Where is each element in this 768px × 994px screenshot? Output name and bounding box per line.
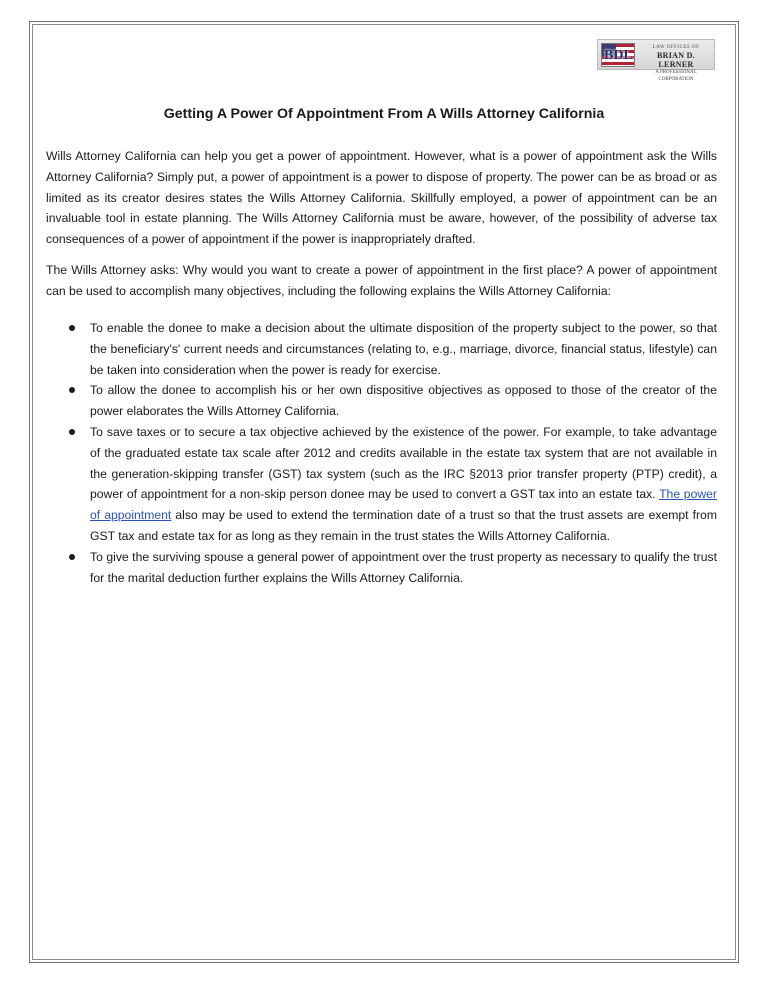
logo-monogram: BDL (604, 48, 633, 63)
bullet-icon (69, 325, 75, 331)
bullet-icon (69, 554, 75, 560)
list-item-text: To enable the donee to make a decision about the ultimate disposition of the property subject to the power, so that the beneficiary's' current needs and circumstances (relating to, e.g., marriage, divorce, financial status, lifestyle) can be taken into consideration when the power is ready for exercise. (90, 321, 717, 377)
list-item-text-after-link: also may be used to extend the termination date of a trust so that the trust assets are exempt from GST tax and estate tax for as long as they remain in the trust states the Wills Attorney California. (90, 508, 717, 543)
logo-line-1: LAW OFFICES OF (652, 45, 700, 50)
objectives-list (46, 318, 717, 588)
list-item (46, 547, 717, 589)
logo-line-2: BRIAN D. LERNER (657, 51, 695, 69)
bullet-icon (69, 429, 75, 435)
list-item (46, 318, 717, 380)
list-item (46, 422, 717, 547)
power-of-appointment-link[interactable]: The power of appointment (90, 487, 717, 523)
flag-icon (601, 43, 635, 67)
intro-paragraph: Wills Attorney California can help you get a power of appointment. However, what is a power of appointment ask the Wills Attorney California? Simply put, a power of appointment is a power to dispose of property. The power can be as broad or as limited as its creator desires states the Wills Attorney California. Skillfully employed, a power of appointment can be an invaluable tool in estate planning. The Wills Attorney California must be aware, however, of the possibility of adverse tax consequences of a power of appointment if the power is inappropriately drafted. (46, 149, 717, 247)
logo-line-3: A PROFESSIONAL CORPORATION (655, 70, 697, 82)
list-item (46, 380, 717, 422)
list-item-text: To allow the donee to accomplish his or her own dispositive objectives as opposed to those of the creator of the power elaborates the Wills Attorney California. (90, 383, 717, 419)
logo-text (640, 44, 712, 83)
law-office-logo (597, 39, 715, 82)
list-item-text-before-link: To save taxes or to secure a tax objective achieved by the existence of the power. For example, to take advantage of the graduated estate tax scale after 2012 and credits available in the estate tax system that are not available in the generation-skipping transfer (GST) tax system (such as the IRC §2013 prior transfer property (PTP) credit), a power of appointment for a non-skip person donee may be used to convert a GST tax into an estate tax. (90, 424, 717, 502)
list-item-text: To give the surviving spouse a general power of appointment over the trust property as necessary to qualify the trust for the marital deduction further explains the Wills Attorney California. (90, 549, 717, 585)
bullet-icon (69, 387, 75, 393)
objectives-paragraph: The Wills Attorney asks: Why would you want to create a power of appointment in the first place? A power of appointment can be used to accomplish many objectives, including the following explains the Wills Attorney California: (46, 263, 717, 298)
document-title: Getting A Power Of Appointment From A Wills Attorney California (163, 106, 605, 122)
